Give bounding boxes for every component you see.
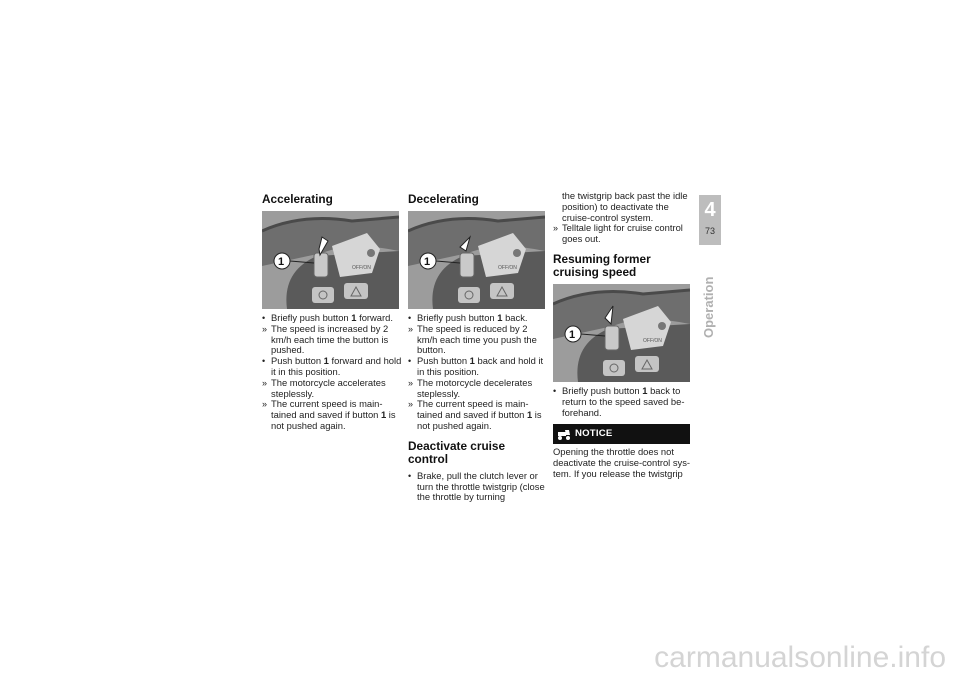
continued-list [553,223,693,245]
handlebar-switch-image-resume [553,284,690,382]
list-item: » The speed is increased by 2 km/h each time the button is pushed. [262,322,389,356]
list-item: • Push button 1 forward and hold it in this position. [262,355,402,377]
continued-text: the twistgrip back past the idle position) to deactivate the cruise-control system. [562,190,688,223]
callout-number: 1 [424,256,431,268]
callout-number: 1 [569,328,576,341]
decelerating-list [408,313,548,432]
list-item: » The current speed is main-tained and saved if button 1 is not pushed again. [262,398,396,431]
list-item: » The speed is reduced by 2 km/h each time you push the button. [408,322,537,356]
chapter-title: Operation [701,276,716,338]
resuming-section [553,191,693,480]
accelerating-list [262,313,402,432]
section-title: Deactivate cruise control [408,438,506,466]
notice-text: Opening the throttle does not deactivate the cruise-control sys-tem. If you release the twistgrip [553,446,691,479]
list-item: » Telltale light for cruise control goes out. [553,222,683,245]
deactivate-list [408,471,548,503]
page-number: 73 [704,226,715,236]
handlebar-switch-image-accelerate [262,211,399,309]
list-item: » The motorcycle accelerates steplessly. [262,376,386,399]
decelerating-section [408,193,548,503]
list-item: • Brake, pull the clutch lever or turn the throttle twistgrip (close the throttle by turning [408,469,545,503]
section-title: Accelerating [262,192,333,206]
notice-banner [553,424,690,444]
off-on-label: OFF/ON [498,265,517,271]
notice-label: NOTICE [575,428,613,440]
accelerating-section [262,193,402,432]
list-item: • Briefly push button 1 forward. [262,312,393,323]
section-title: Decelerating [408,192,479,206]
list-item: » The motorcycle decelerates steplessly. [408,376,533,399]
list-item: • Briefly push button 1 back to return to the speed saved be-forehand. [553,384,685,418]
callout-number: 1 [278,256,285,268]
chapter-tab [699,195,721,245]
list-item: • Briefly push button 1 back. [408,312,528,323]
off-on-label: OFF/ON [643,337,662,344]
off-on-label: OFF/ON [352,265,371,271]
chapter-number: 4 [704,199,716,221]
watermark: carmanualsonline.info [654,641,946,674]
section-title: Resuming former cruising speed [553,251,651,279]
handlebar-switch-image-decelerate [408,211,545,309]
list-item: • Push button 1 back and hold it in this position. [408,355,544,377]
motorcycle-notice-icon [557,427,571,441]
resuming-list [553,386,693,418]
list-item: » The current speed is main-tained and saved if button 1 is not pushed again. [408,398,542,431]
